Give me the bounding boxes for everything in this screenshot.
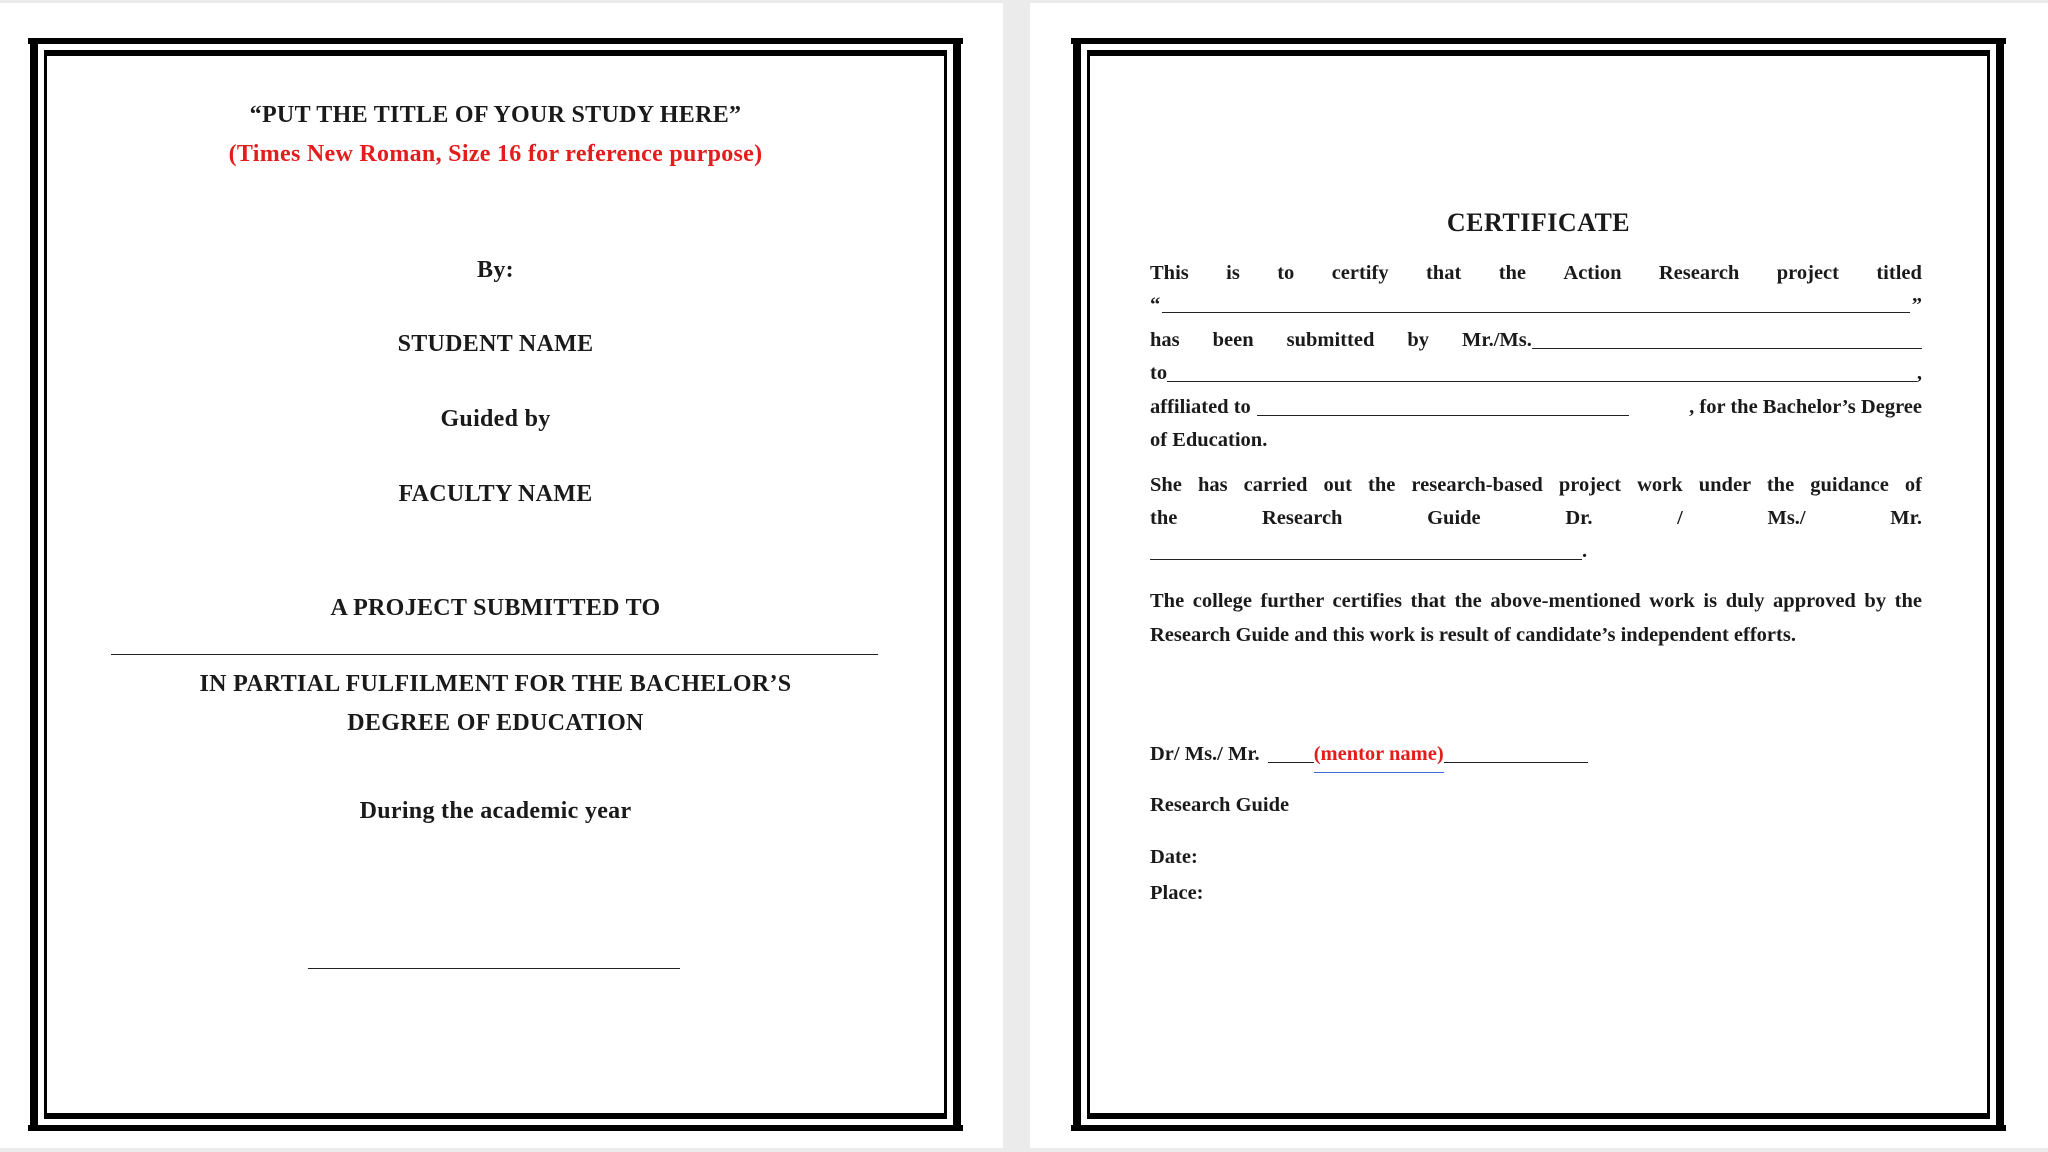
faculty-name: FACULTY NAME bbox=[398, 481, 593, 507]
guide-word: Guide bbox=[1427, 507, 1481, 529]
guide-word: Mr. bbox=[1890, 507, 1922, 529]
period: . bbox=[1582, 540, 1588, 562]
intro-word: certify bbox=[1331, 262, 1389, 284]
bachelor-degree-text: , for the Bachelor’s Degree bbox=[1689, 396, 1922, 418]
academic-year-label: During the academic year bbox=[359, 798, 632, 824]
submitted-word: by bbox=[1407, 329, 1430, 351]
close-quote: ” bbox=[1911, 294, 1922, 316]
place-label: Place: bbox=[1150, 882, 1204, 904]
certify-intro-line bbox=[1150, 262, 1922, 292]
mr-ms-label: Mr./Ms. bbox=[1462, 329, 1532, 351]
college-certification-text: The college further certifies that the above-mentioned work is duly approved by the Research Guide and this work is result of candidate’s independent efforts. bbox=[1150, 590, 1922, 646]
of-education-text: of Education. bbox=[1150, 429, 1268, 451]
fulfilment-line-2: DEGREE OF EDUCATION bbox=[347, 710, 644, 736]
by-label: By: bbox=[477, 257, 514, 283]
intro-word: is bbox=[1226, 262, 1240, 284]
font-reference-note: (Times New Roman, Size 16 for reference purpose) bbox=[228, 141, 763, 167]
guide-word: Dr. bbox=[1565, 507, 1593, 529]
signature-blank-start bbox=[1268, 743, 1314, 763]
certificate-heading: CERTIFICATE bbox=[1446, 208, 1631, 237]
student-name-blank bbox=[1532, 329, 1922, 349]
intro-word: Research bbox=[1658, 262, 1740, 284]
guide-name-line bbox=[1150, 540, 1922, 570]
guided-by-label: Guided by bbox=[440, 406, 551, 432]
submitted-by-line bbox=[1150, 329, 1922, 359]
institution-blank bbox=[1167, 362, 1917, 382]
submitted-word: been bbox=[1212, 329, 1254, 351]
study-title: “PUT THE TITLE OF YOUR STUDY HERE” bbox=[249, 102, 742, 128]
mentor-name-placeholder[interactable]: (mentor name) bbox=[1314, 743, 1444, 773]
affiliated-line bbox=[1150, 396, 1922, 426]
guidance-text: She has carried out the research-based project work under the guidance of bbox=[1150, 474, 1922, 496]
university-blank bbox=[1257, 396, 1629, 416]
project-title-line bbox=[1150, 294, 1922, 324]
signature-prefix: Dr/ Ms./ Mr. bbox=[1150, 743, 1260, 765]
submitted-word: has bbox=[1150, 329, 1180, 351]
date-label: Date: bbox=[1150, 846, 1198, 868]
fulfilment-line-1: IN PARTIAL FULFILMENT FOR THE BACHELOR’S bbox=[199, 671, 792, 697]
intro-word: that bbox=[1425, 262, 1462, 284]
signature-line bbox=[1150, 743, 1922, 773]
comma: , bbox=[1916, 362, 1922, 384]
affiliated-label: affiliated to bbox=[1150, 396, 1251, 418]
student-name: STUDENT NAME bbox=[397, 331, 594, 357]
guide-word: Ms./ bbox=[1767, 507, 1806, 529]
submitted-word: submitted bbox=[1286, 329, 1375, 351]
open-quote: “ bbox=[1150, 294, 1161, 316]
guide-word: the bbox=[1150, 507, 1178, 529]
intro-word: the bbox=[1498, 262, 1527, 284]
institution-blank-line bbox=[111, 654, 878, 655]
academic-year-blank-line bbox=[308, 968, 680, 969]
guide-title-line bbox=[1150, 507, 1922, 537]
guide-word: / bbox=[1677, 507, 1683, 529]
submitted-to-heading: A PROJECT SUBMITTED TO bbox=[330, 595, 661, 621]
intro-word: to bbox=[1277, 262, 1295, 284]
guide-word: Research bbox=[1261, 507, 1343, 529]
to-label: to bbox=[1150, 362, 1168, 384]
guide-name-blank bbox=[1150, 540, 1582, 560]
intro-word: Action bbox=[1563, 262, 1622, 284]
intro-word: project bbox=[1776, 262, 1839, 284]
research-guide-label: Research Guide bbox=[1150, 794, 1290, 816]
signature-blank-end bbox=[1444, 743, 1588, 763]
to-institution-line bbox=[1150, 362, 1922, 392]
project-title-blank bbox=[1162, 294, 1910, 313]
intro-word: This bbox=[1150, 262, 1189, 284]
intro-word: titled bbox=[1876, 262, 1922, 284]
